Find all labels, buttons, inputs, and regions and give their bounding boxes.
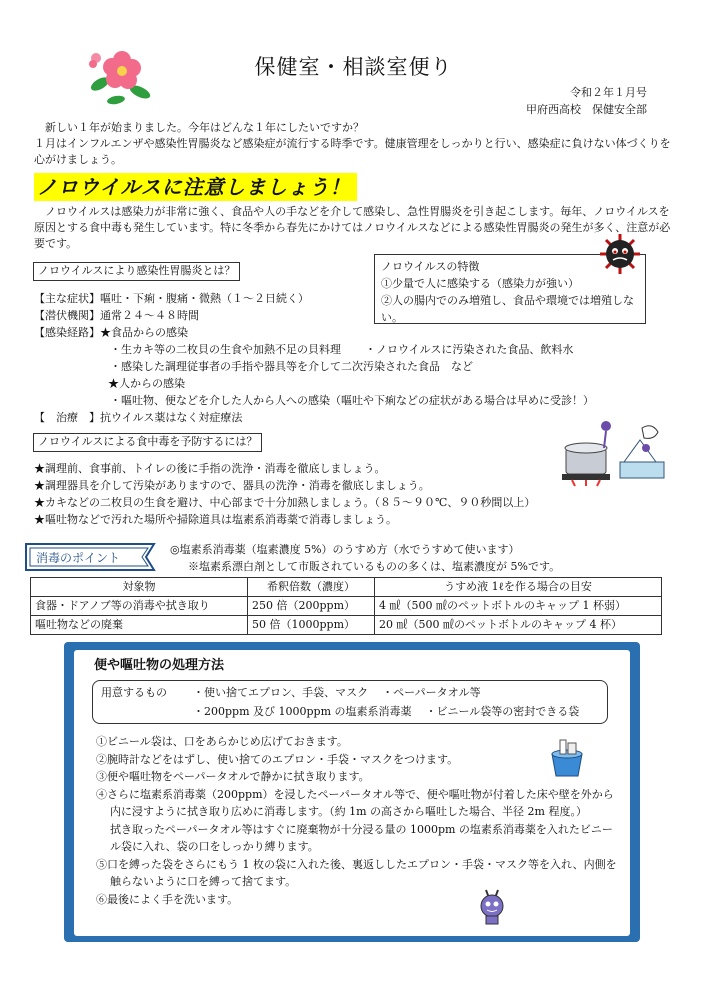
issue-info [526, 84, 647, 118]
dilution-table [30, 577, 662, 635]
supplies-label: 用意するもの [101, 686, 167, 699]
norovirus-banner: ノロウイルスに注意しましょう！ [34, 173, 357, 201]
table-header: うすめ液 1ℓを作る場合の目安 [375, 578, 662, 597]
cooking-illustration [560, 418, 670, 488]
incubation-label: 【潜伏機関】 [34, 309, 100, 322]
prevention-item: ★嘔吐物などで汚れた場所や掃除道具は塩素系消毒薬で消毒しましょう。 [34, 513, 397, 526]
table-header: 対象物 [31, 578, 248, 597]
supplies-row-2 [101, 702, 599, 721]
supplies-item: ・ビニール袋等の密封できる袋 [425, 705, 580, 718]
table-cell: 250 倍（200ppm） [248, 597, 375, 616]
supplies-item: ・ペーパータオル等 [382, 686, 481, 699]
procedure-step: 拭き取ったペーパータオル等はすぐに廃棄物が十分浸る量の 1000pm の塩素系消毒薬を入れたビニール袋に入れ、袋の口をしっかり縛ります。 [110, 822, 613, 853]
intro-line2: １月はインフルエンザや感染性胃腸炎など感染症が流行する時季です。健康管理をしっかりと行い、感染症に負けない体づくりを心がけましょう。 [34, 137, 671, 166]
treatment-label: 【 治療 】 [34, 411, 100, 424]
route-food-1a: ・生カキ等の二枚貝の生食や加熱不足の貝料理 [110, 343, 341, 356]
route-person-1: ・嘔吐物、便などを介した人から人への感染（嘔吐や下痢などの症状がある場合は早めに受診！） [110, 394, 594, 407]
route-row [34, 324, 674, 341]
lead-paragraph: ノロウイルスは感染力が非常に強く、食品や人の手などを介して感染し、急性胃腸炎を引き起こします。毎年、ノロウイルスを原因とする食中毒も発生しています。特に冬季から春先にかけてはノロウイルスなどによる感染性胃腸炎の発生が多く、注意が必要です。 [34, 205, 671, 250]
intro-line1: 新しい１年が始まりました。今年はどんな１年にしたいですか？ [45, 121, 364, 134]
issue-date: 令和２年１月号 [570, 86, 647, 99]
route-food-2: ・感染した調理従事者の手指や器具等を介して二次汚染された食品 など [110, 360, 473, 373]
disinfect-line2: ※塩素系漂白剤として市販されているものの多くは、塩素濃度が 5%です。 [188, 560, 561, 573]
feature-item-1: ①少量で人に感染する（感染力が強い） [381, 277, 579, 290]
table-cell: 20 ㎖（500 ㎖のペットボトルのキャップ 4 杯） [375, 616, 662, 635]
table-row [31, 597, 662, 616]
route-food-1 [34, 341, 674, 358]
incubation-text: 通常２４～４８時間 [100, 309, 199, 322]
treatment-text: 抗ウイルス薬はなく対症療法 [100, 411, 243, 424]
gastro-info [34, 290, 674, 426]
route-person: ★人からの感染 [108, 377, 185, 390]
feature-item-2: ②人の腸内でのみ増殖し、食品や環境では増殖しない。 [381, 294, 634, 324]
page-title: 保健室・相談室便り [254, 55, 453, 79]
procedure-step: ③便や嘔吐物をペーパータオルで静かに拭き取ります。 [96, 770, 370, 783]
table-cell: 4 ㎖（500 ㎖のペットボトルのキャップ 1 杯弱） [375, 597, 662, 616]
procedure-step: ④さらに塩素系消毒薬（200ppm）を浸したペーパータオル等で、便や嘔吐物が付着した床や壁を外から内に浸すように拭き取り広めに消毒します。（約 1m の高さから嘔吐した場合、半径 2m 程度。） [96, 787, 614, 818]
bucket-illustration [546, 738, 588, 778]
disinfect-ribbon-label: 消毒のポイント [36, 551, 121, 565]
table-cell: 50 倍（1000ppm） [248, 616, 375, 635]
procedure-step: ⑤口を縛った袋をさらにもう 1 枚の袋に入れた後、裏返ししたエプロン・手袋・マスク等を入れ、内側を触らないように口を縛って捨てます。 [96, 857, 617, 888]
virus-mascot-illustration [474, 886, 510, 926]
procedure-step: ①ビニール袋は、口をあらかじめ広げておきます。 [96, 735, 348, 748]
supplies-item: ・200ppm 及び 1000ppm の塩素系消毒薬 [193, 705, 412, 718]
symptoms-label: 【主な症状】 [34, 292, 100, 305]
prevention-item: ★調理器具を介して汚染がありますので、器具の洗浄・消毒を徹底しましょう。 [34, 479, 430, 492]
route-label: 【感染経路】 [34, 326, 100, 339]
symptoms-row [34, 290, 674, 307]
publisher: 甲府西高校 保健安全部 [526, 103, 647, 116]
feature-title: ノロウイルスの特徴 [381, 260, 480, 273]
table-row [31, 616, 662, 635]
table-header: 希釈倍数（濃度） [248, 578, 375, 597]
route-food: ★食品からの感染 [100, 326, 188, 339]
procedure-step: ⑥最後によく手を洗います。 [96, 892, 239, 906]
procedure-steps [96, 733, 620, 908]
prevention-item: ★調理前、食事前、トイレの後に手指の洗浄・消毒を徹底しましょう。 [34, 462, 386, 475]
intro [34, 120, 674, 168]
table-cell: 食器・ドアノブ等の消毒や拭き取り [31, 597, 248, 616]
supplies-row-1 [101, 683, 599, 702]
prevention-item: ★カキなどの二枚貝の生食を避け、中心部まで十分加熱しましょう。（８５～９０℃、９０秒間以上） [34, 496, 536, 509]
gastro-heading: ノロウイルスにより感染性胃腸炎とは？ [33, 262, 240, 281]
supplies-box [92, 680, 608, 724]
table-cell: 嘔吐物などの廃棄 [31, 616, 248, 635]
disinfect-ribbon [24, 540, 156, 574]
symptoms-text: 嘔吐・下痢・腹痛・微熱（１～２日続く） [100, 292, 309, 305]
supplies-item: ・使い捨てエプロン、手袋、マスク [193, 686, 369, 699]
procedure-step: ②腕時計などをはずし、使い捨てのエプロン・手袋・マスクをつけます。 [96, 752, 459, 766]
procedure-title: 便や嘔吐物の処理方法 [94, 658, 225, 673]
virus-icon [596, 232, 644, 276]
prevention-heading: ノロウイルスによる食中毒を予防するには？ [33, 433, 262, 452]
incubation-row [34, 307, 674, 324]
route-food-1b: ・ノロウイルスに汚染された食品、飲料水 [365, 343, 574, 356]
table-header-row [31, 578, 662, 597]
disinfect-line1: ◎塩素系消毒薬（塩素濃度 5%）のうすめ方（水でうすめて使います） [170, 543, 520, 556]
